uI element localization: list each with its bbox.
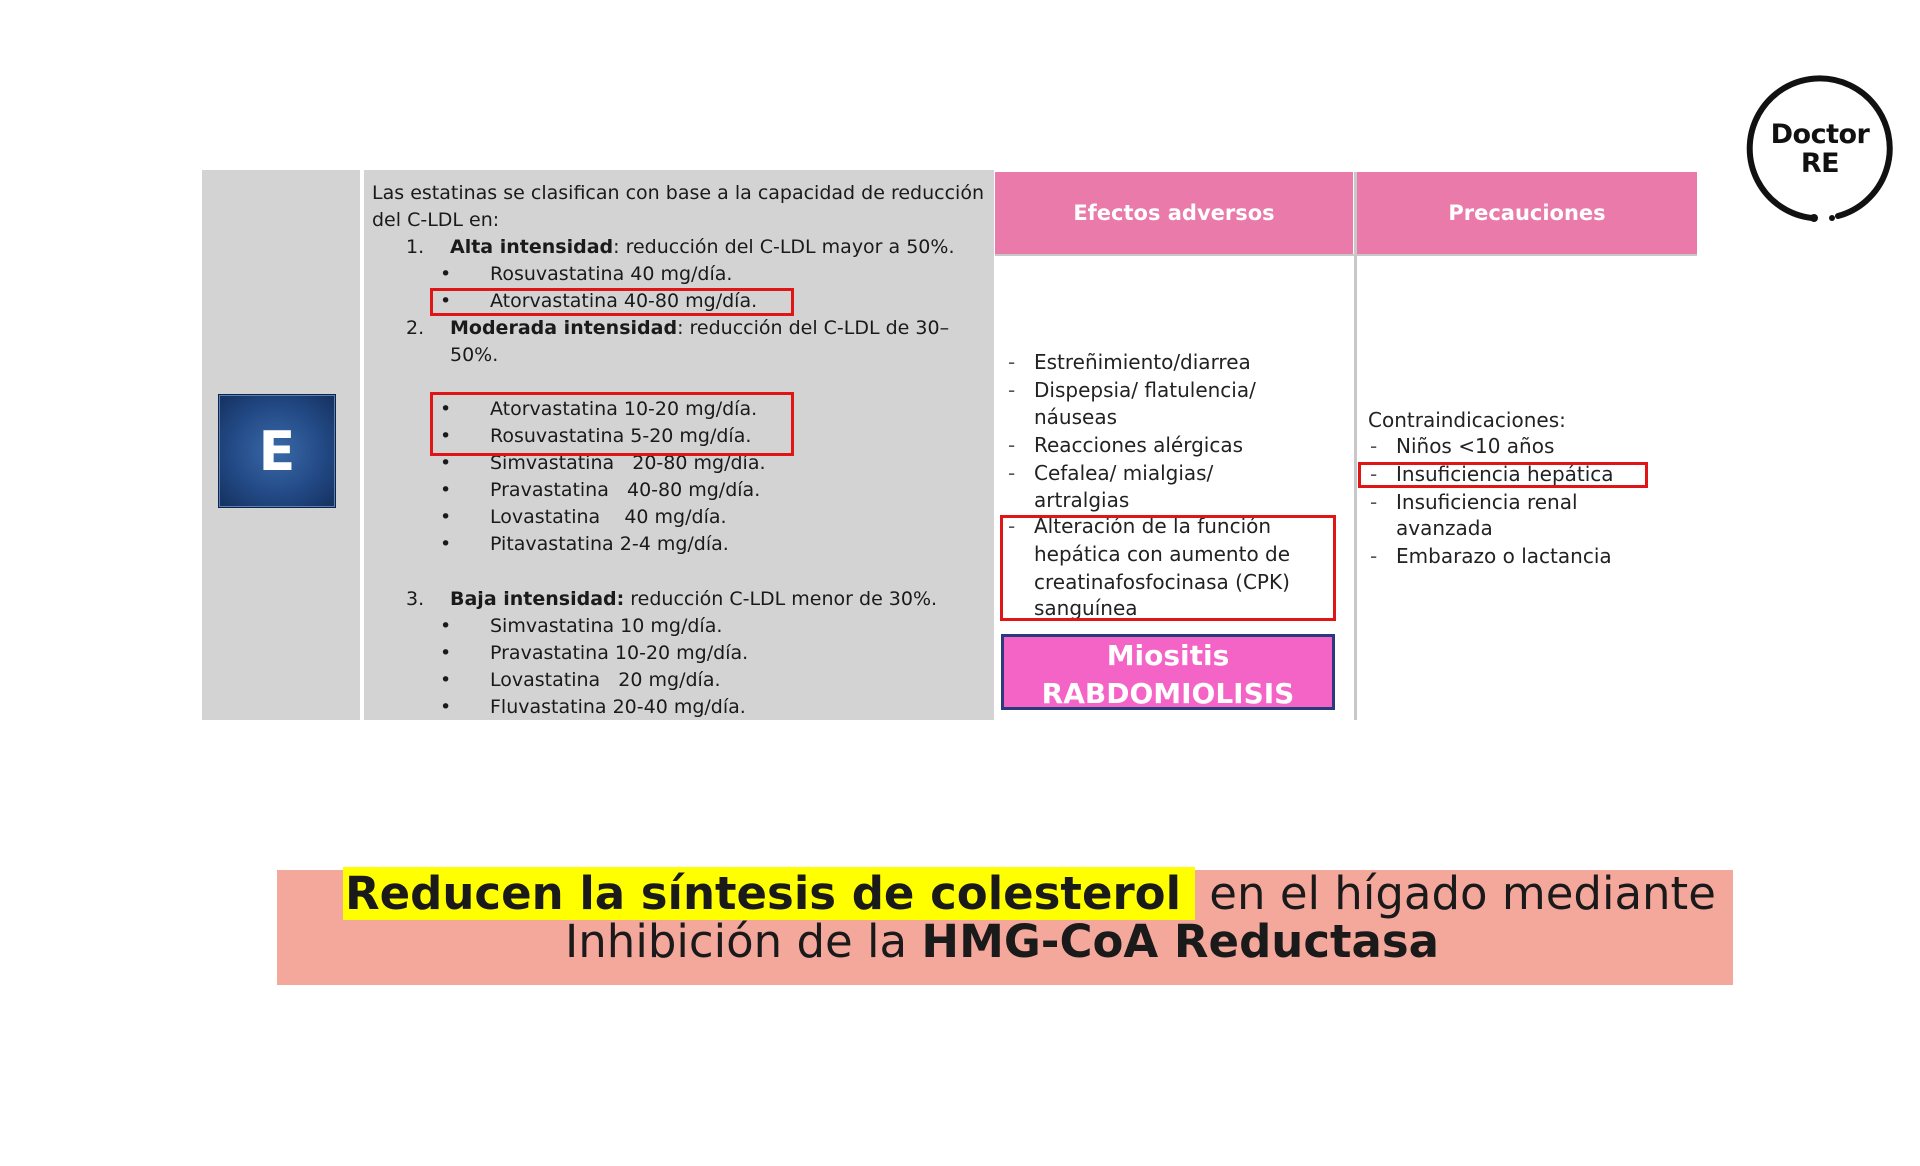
list-item: Fluvastatina 20-40 mg/día. [490, 696, 746, 718]
group-number: 2. [406, 317, 425, 339]
banner-line2-text: Inhibición de la [565, 915, 922, 968]
list-item: Rosuvastatina 5-20 mg/día. [490, 425, 752, 447]
dash-icon: - [1008, 514, 1016, 538]
list-item: Rosuvastatina 40 mg/día. [490, 263, 733, 285]
group-heading [450, 234, 955, 261]
precaution-item: Insuficiencia hepática [1396, 462, 1614, 486]
group-heading [450, 315, 949, 342]
highlight-box [430, 392, 794, 456]
bullet-icon: • [440, 479, 452, 501]
dash-icon: - [1008, 461, 1016, 485]
statin-classification-panel [364, 170, 994, 720]
miositis-highlight [1001, 634, 1335, 710]
group-heading [450, 586, 937, 613]
effect-item-cont: náuseas [1034, 405, 1118, 429]
bullet-icon: • [440, 642, 452, 664]
effect-item: Reacciones alérgicas [1034, 433, 1244, 457]
bullet-icon: • [440, 263, 452, 285]
effect-item: Alteración de la función [1034, 514, 1272, 538]
bullet-icon: • [440, 506, 452, 528]
bullet-icon: • [440, 533, 452, 555]
list-item: Pitavastatina 2-4 mg/día. [490, 533, 729, 555]
group-desc: : reducción del C-LDL mayor a 50%. [613, 236, 955, 258]
bullet-icon: • [440, 452, 452, 474]
header-divider [995, 254, 1697, 256]
effect-item-cont: creatinafosfocinasa (CPK) [1034, 570, 1290, 594]
list-item: Pravastatina 10-20 mg/día. [490, 642, 749, 664]
bullet-icon: • [440, 696, 452, 718]
precaution-item: Niños <10 años [1396, 434, 1555, 458]
group-desc: : reducción del C-LDL de 30– [677, 317, 950, 339]
statin-intro: Las estatinas se clasifican con base a la capacidad de reducción del C-LDL en: [372, 182, 984, 231]
banner-rest: en el hígado mediante [1195, 867, 1716, 920]
bullet-icon: • [440, 290, 452, 312]
contraindications-title: Contraindicaciones: [1368, 408, 1566, 432]
precaution-item-cont: avanzada [1396, 516, 1493, 540]
list-item: Simvastatina 10 mg/día. [490, 615, 723, 637]
miositis-label: Miositis [1106, 639, 1230, 672]
banner-enzyme: HMG-CoA Reductasa [921, 915, 1440, 968]
banner-line-1 [343, 868, 1716, 920]
dash-icon: - [1008, 433, 1016, 457]
evidence-grade-badge: E [218, 394, 336, 508]
dash-icon: - [1008, 350, 1016, 374]
effect-item-cont: hepática con aumento de [1034, 542, 1291, 566]
group-title: Moderada intensidad [450, 317, 678, 339]
effect-item-cont: artralgias [1034, 488, 1130, 512]
group-title: Alta intensidad [450, 236, 614, 258]
evidence-grade-column [202, 170, 360, 720]
logo-text [1742, 120, 1898, 178]
effect-item: Cefalea/ mialgias/ [1034, 461, 1214, 485]
group-title: Baja intensidad: [450, 588, 625, 610]
dash-icon: - [1370, 434, 1378, 458]
effect-item: Estreñimiento/diarrea [1034, 350, 1251, 374]
bullet-icon: • [440, 398, 452, 420]
group-desc-cont: 50%. [450, 344, 499, 366]
precaution-item: Embarazo o lactancia [1396, 544, 1612, 568]
precaution-item: Insuficiencia renal [1396, 490, 1578, 514]
list-item: Pravastatina 40-80 mg/día. [490, 479, 761, 501]
list-item: Atorvastatina 40-80 mg/día. [490, 290, 758, 312]
list-item: Simvastatina 20-80 mg/día. [490, 452, 766, 474]
bullet-icon: • [440, 669, 452, 691]
banner-highlight: Reducen la síntesis de colesterol [343, 867, 1195, 920]
group-desc: reducción C-LDL menor de 30%. [624, 588, 938, 610]
rabdomiolisis-label: RABDOMIOLISIS [1041, 677, 1295, 710]
effect-item: Dispepsia/ flatulencia/ [1034, 378, 1256, 402]
list-item: Atorvastatina 10-20 mg/día. [490, 398, 758, 420]
group-number: 1. [406, 236, 425, 258]
highlight-box [1358, 462, 1648, 488]
dash-icon: - [1370, 544, 1378, 568]
list-item: Lovastatina 40 mg/día. [490, 506, 727, 528]
dash-icon: - [1008, 378, 1016, 402]
list-item: Lovastatina 20 mg/día. [490, 669, 721, 691]
highlight-box [430, 288, 794, 316]
precautions-header: Precauciones [1357, 172, 1697, 254]
logo-line1: Doctor [1770, 119, 1870, 150]
effects-header: Efectos adversos [995, 172, 1353, 254]
group-number: 3. [406, 588, 425, 610]
highlight-box [1000, 515, 1336, 621]
dash-icon: - [1370, 462, 1378, 486]
logo-line2: RE [1800, 148, 1840, 179]
bullet-icon: • [440, 425, 452, 447]
effect-item-cont: sanguínea [1034, 596, 1138, 619]
banner-line-2 [565, 916, 1439, 968]
doctor-re-logo [1742, 72, 1898, 228]
bullet-icon: • [440, 615, 452, 637]
dash-icon: - [1370, 490, 1378, 514]
